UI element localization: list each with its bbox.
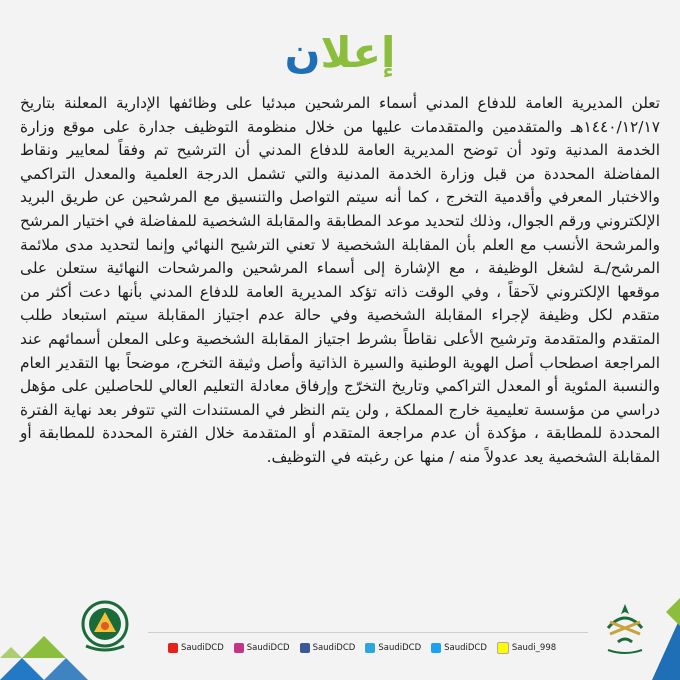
social-links-bar: [168, 640, 556, 656]
title-part-blue: ن: [284, 28, 321, 77]
announcement-title: [0, 28, 680, 77]
announcement-paragraph: تعلن المديرية العامة للدفاع المدني أسماء المرشحين مبدئيا على وظائفها الإدارية المعلنة بتاريخ ١٤٤٠/١٢/١٧هـ والمتقدمين والمتقدمات عليها من خلال منظومة التوظيف جدارة على موقع وزارة الخدمة المدنية وتود أن توضح المديرية العامة للدفاع المدني أن الترشيح تم وفقاً لمعايير ونقاط المفاضلة المحددة من قبل وزارة الخدمة المدنية والتي تشمل الدرجة العلمية والمعدل التراكمي والاختبار المعرفي وأقدمية التخرج ، كما أنه سيتم التواصل والتنسيق مع المرشحين عن طريق البريد الإلكتروني ورقم الجوال، وذلك لتحديد موعد المطابقة والمقابلة الشخصية للمفاضلة في اختيار المرشح والمرشحة الأنسب مع العلم بأن المقابلة الشخصية لا تعني الترشيح النهائي وإنما لتحديد مدى ملائمة المرشح/ـة لشغل الوظيفة ، مع الإشارة إلى أسماء المرشحين والمرشحات النهائية ستعلن على موقعها الإلكتروني لآحقاً ، وفي الوقت ذاته تؤكد المديرية العامة للدفاع المدني بأنها دعت أكثر من متقدم لكل وظيفة لإجراء المقابلة الشخصية وفي حالة عدم اجتياز المقابلة سيتم استبعاد طلب المتقدم والمتقدمة وترشيح الأعلى نقاطاً بشرط اجتياز المقابلة الشخصية وعلى المعلن أسمائهم عند المراجعة اصطحاب أصل الهوية الوطنية والسيرة الذاتية وأصل وثيقة التخرج، موضحاً بها التقدير العام والنسبة المئوية أو المعدل التراكمي وتاريخ التخرّج وإرفاق معادلة التعليم العالي للحاصلين على مؤهل دراسي من مؤسسة تعليمية خارج المملكة , ولن يتم النظر في المستندات التي تتوفر بعد نهاية الفترة المحددة للمطابقة ، مؤكدة أن عدم مراجعة المتقدم أو المتقدمة خلال الفترة المحددة للمطابقة أو المقابلة الشخصية يعد عدولاً منه / منها عن رغبته في التوظيف.: [20, 94, 660, 466]
social-facebook[interactable]: [300, 643, 356, 653]
social-youtube[interactable]: [168, 643, 224, 653]
social-twitter[interactable]: [431, 643, 487, 653]
social-handle: Saudi_998: [511, 643, 557, 653]
social-instagram[interactable]: [234, 643, 290, 653]
social-handle: SaudiDCD: [444, 643, 487, 653]
announcement-body: [20, 92, 660, 470]
social-handle: SaudiDCD: [181, 643, 224, 653]
twitter-icon: [431, 643, 441, 653]
social-handle: SaudiDCD: [378, 643, 422, 653]
title-part-green: إعلا: [320, 28, 396, 77]
instagram-icon: [234, 643, 244, 653]
social-snapchat[interactable]: [497, 642, 556, 654]
snapchat-icon: [497, 642, 509, 654]
telegram-icon: [365, 643, 375, 653]
social-telegram[interactable]: [365, 643, 421, 653]
title-text: [285, 28, 396, 77]
social-handle: SaudiDCD: [246, 643, 290, 653]
facebook-icon: [300, 643, 310, 653]
civil-defense-emblem: [76, 598, 134, 658]
ministry-of-interior-emblem: [596, 598, 654, 658]
youtube-icon: [168, 643, 178, 653]
footer-divider: [148, 632, 588, 633]
social-handle: SaudiDCD: [312, 643, 356, 653]
